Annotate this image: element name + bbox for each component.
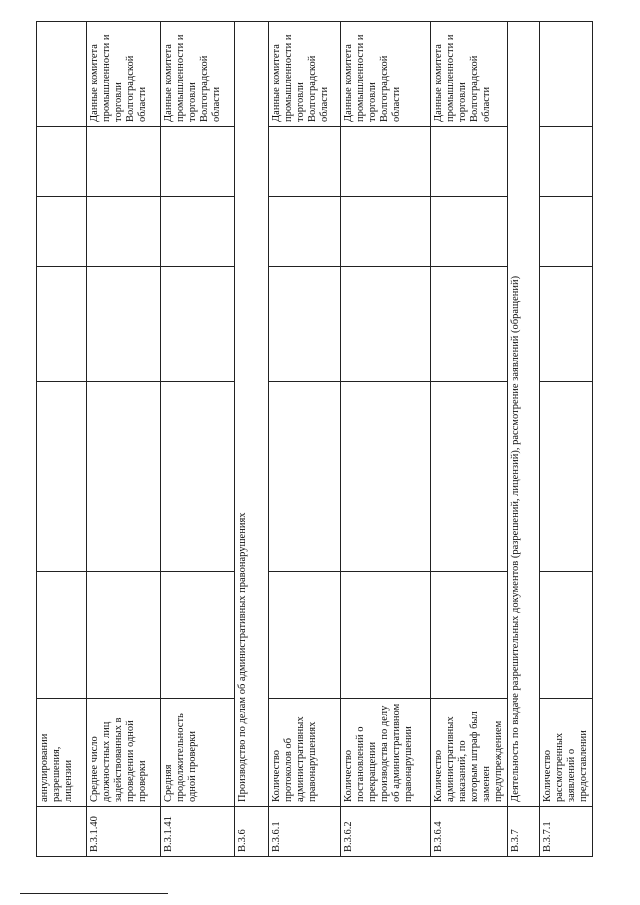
row-code: В.3.6.1	[269, 807, 341, 857]
section-title: Деятельность по выдаче разрешительных документов (разрешений, лицензий), рассмотрение заявлений (обращений)	[508, 22, 540, 807]
row-code: В.3.1.40	[87, 807, 161, 857]
row-source: Данные комитета промышленности и торговли Волгоградской области	[431, 22, 508, 127]
row-name: Среднее число должностных лиц задействованных в проведении одной проверки	[87, 699, 161, 807]
indicators-table	[36, 21, 593, 857]
row-code: В.3.6.4	[431, 807, 508, 857]
row-name: Количество административных наказаний, по которым штраф был заменен предупреждением	[431, 699, 508, 807]
rotated-document-page	[36, 22, 589, 857]
section-code: В.3.6	[235, 807, 269, 857]
row-name: Количество постановлений о прекращении производства по делу об административном правонарушении	[341, 699, 431, 807]
row-name: аннулировании разрешения, лицензии	[37, 699, 87, 807]
row-source	[37, 22, 87, 127]
table-row	[431, 22, 508, 857]
table-row	[161, 22, 235, 857]
table-row	[87, 22, 161, 857]
row-name: Средняя продолжительность одной проверки	[161, 699, 235, 807]
footnote-divider	[20, 893, 168, 894]
row-code: В.3.6.2	[341, 807, 431, 857]
row-code	[37, 807, 87, 857]
section-row	[235, 22, 269, 857]
row-name: Количество рассмотренных заявлений о предоставлении	[540, 699, 593, 807]
table-row	[341, 22, 431, 857]
row-source: Данные комитета промышленности и торговли Волгоградской области	[269, 22, 341, 127]
table-row	[269, 22, 341, 857]
row-name: Количество протоколов об административных правонарушениях	[269, 699, 341, 807]
row-source: Данные комитета промышленности и торговли Волгоградской области	[161, 22, 235, 127]
table-row	[540, 22, 593, 857]
row-source: Данные комитета промышленности и торговли Волгоградской области	[341, 22, 431, 127]
row-code: В.3.1.41	[161, 807, 235, 857]
table-row	[37, 22, 87, 857]
row-source	[540, 22, 593, 127]
row-code: В.3.7.1	[540, 807, 593, 857]
section-row	[508, 22, 540, 857]
row-source: Данные комитета промышленности и торговли Волгоградской области	[87, 22, 161, 127]
section-code: В.3.7	[508, 807, 540, 857]
section-title: Производство по делам об административных правонарушениях	[235, 22, 269, 807]
